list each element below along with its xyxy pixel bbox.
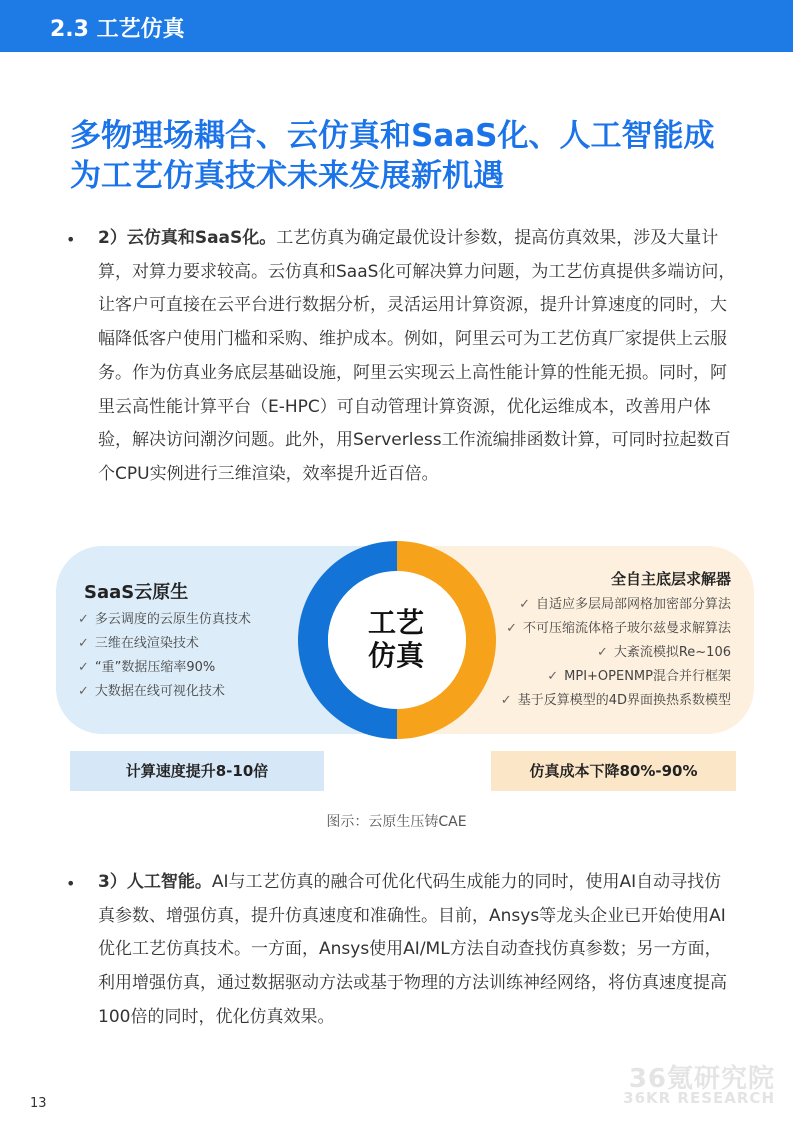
- page-number: 13: [30, 1096, 47, 1111]
- check-icon: ✓: [506, 621, 517, 636]
- check-icon: ✓: [78, 684, 89, 699]
- saas-feature-list: [78, 608, 251, 704]
- watermark-logo: 36氪研究院: [628, 1064, 775, 1094]
- check-icon: ✓: [78, 636, 89, 651]
- saas-title: SaaS云原生: [84, 582, 189, 603]
- solver-title: 全自主底层求解器: [610, 570, 731, 588]
- list-item: ✓ 大紊流模拟Re~106: [596, 645, 731, 660]
- ai-heading: 3）人工智能。: [98, 872, 212, 892]
- figure-caption: 图示：云原生压铸CAE: [326, 814, 467, 830]
- bullet-icon: •: [66, 874, 76, 893]
- list-item: ✓ MPI+OPENMP混合并行框架: [547, 669, 731, 684]
- bullet-icon: •: [66, 230, 76, 249]
- ai-paragraph: [98, 866, 738, 1035]
- list-item: ✓ “重”数据压缩率90%: [78, 660, 216, 675]
- cost-reduction-box: 仿真成本下降80%-90%: [491, 751, 736, 791]
- check-icon: ✓: [78, 612, 89, 627]
- list-item: ✓ 基于反算模型的4D界面换热系数模型: [500, 693, 731, 708]
- check-icon: ✓: [596, 645, 608, 660]
- check-icon: ✓: [547, 669, 559, 684]
- cloud-saas-heading: 2）云仿真和SaaS化。: [98, 228, 277, 248]
- speed-improvement-box: 计算速度提升8-10倍: [70, 751, 324, 791]
- check-icon: ✓: [78, 660, 89, 675]
- check-icon: ✓: [519, 597, 530, 612]
- page-headline: [70, 116, 750, 196]
- list-item: ✓ 大数据在线可视化技术: [78, 684, 225, 699]
- headline-line-1: 多物理场耦合、云仿真和SaaS化、人工智能成: [70, 118, 715, 154]
- ai-body: AI与工艺仿真的融合可优化代码生成能力的同时，使用AI自动寻找仿真参数、增强仿真，提升仿真速度和准确性。目前，Ansys等龙头企业已开始使用AI优化工艺仿真技术。一方面，Ansys使用AI/ML方法自动查找仿真参数；另一方面，利用增强仿真，通过数据驱动方法或基于物理的方法训练神经网络，将仿真速度提高100倍的同时，优化仿真效果。: [98, 872, 727, 1027]
- list-item: ✓ 三维在线渲染技术: [78, 636, 199, 651]
- list-item: ✓ 自适应多层局部网格加密部分算法: [519, 597, 731, 612]
- solver-feature-list: [501, 593, 731, 713]
- check-icon: ✓: [500, 693, 512, 708]
- list-item: ✓ 多云调度的云原生仿真技术: [78, 612, 251, 627]
- cloud-saas-body: 工艺仿真为确定最优设计参数，提高仿真效果，涉及大量计算，对算力要求较高。云仿真和SaaS化可解决算力问题，为工艺仿真提供多端访问，让客户可直接在云平台进行数据分析，灵活运用计算资源，提升计算速度的同时，大幅降低客户使用门槛和采购、维护成本。例如，阿里云可为工艺仿真厂家提供上云服务。作为仿真业务底层基础设施，阿里云实现云上高性能计算的性能无损。同时，阿里云高性能计算平台（E-HPC）可自动管理计算资源，优化运维成本，改善用户体验，解决访问潮汐问题。此外，用Serverless工作流编排函数计算，可同时拉起数百个CPU实例进行三维渲染，效率提升近百倍。: [98, 228, 736, 484]
- ring-center-label: 工艺 仿真: [367, 606, 424, 672]
- section-title: 2.3 工艺仿真: [50, 17, 185, 42]
- cloud-saas-paragraph: [98, 222, 738, 492]
- list-item: ✓ 不可压缩流体格子玻尔兹曼求解算法: [506, 621, 731, 636]
- watermark-logo-en: 36KR RESEARCH: [623, 1089, 775, 1107]
- headline-line-2: 为工艺仿真技术未来发展新机遇: [70, 158, 504, 194]
